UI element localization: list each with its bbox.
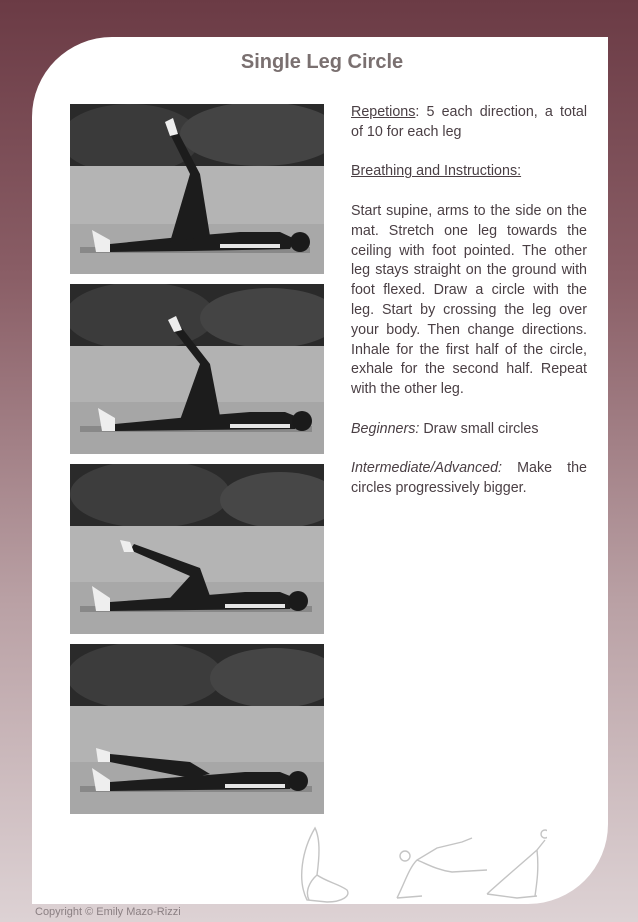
instructions-paragraph: Start supine, arms to the side on the mat. Stretch one leg towards the ceiling with foot pointed. The other leg stays straight on the ground with foot flexed. Draw a circle with the leg. Start by crossing the leg over your body. Then change directions. Inhale for the first half of the circle, exhale for the second half. Repeat with the other leg. (351, 202, 587, 398)
page-title: Single Leg Circle (240, 51, 404, 73)
exercise-photo-4 (70, 644, 324, 814)
advanced-label: Intermediate/Advanced: (351, 460, 503, 477)
exercise-photo-1 (70, 104, 324, 274)
pilates-sketch-decoration (287, 820, 547, 904)
repetitions-label: Repetions (351, 104, 416, 120)
copyright-notice: Copyright © Emily Mazo-Rizzi (35, 906, 181, 918)
beginners-line (351, 420, 587, 440)
advanced-value: Make the circles progressively bigger. (351, 460, 587, 497)
repetitions-value: : 5 each direction, a total of 10 for each leg (351, 104, 587, 140)
beginners-value: Draw small circles (419, 420, 539, 437)
repetitions-line (351, 103, 587, 143)
exercise-photo-2 (70, 284, 324, 454)
beginners-label: Beginners: (351, 420, 420, 437)
exercise-photo-3 (70, 464, 324, 634)
advanced-line (351, 459, 587, 499)
breathing-heading: Breathing and Instructions: (351, 163, 522, 180)
instructions-text (351, 103, 587, 519)
exercise-card (32, 37, 608, 904)
